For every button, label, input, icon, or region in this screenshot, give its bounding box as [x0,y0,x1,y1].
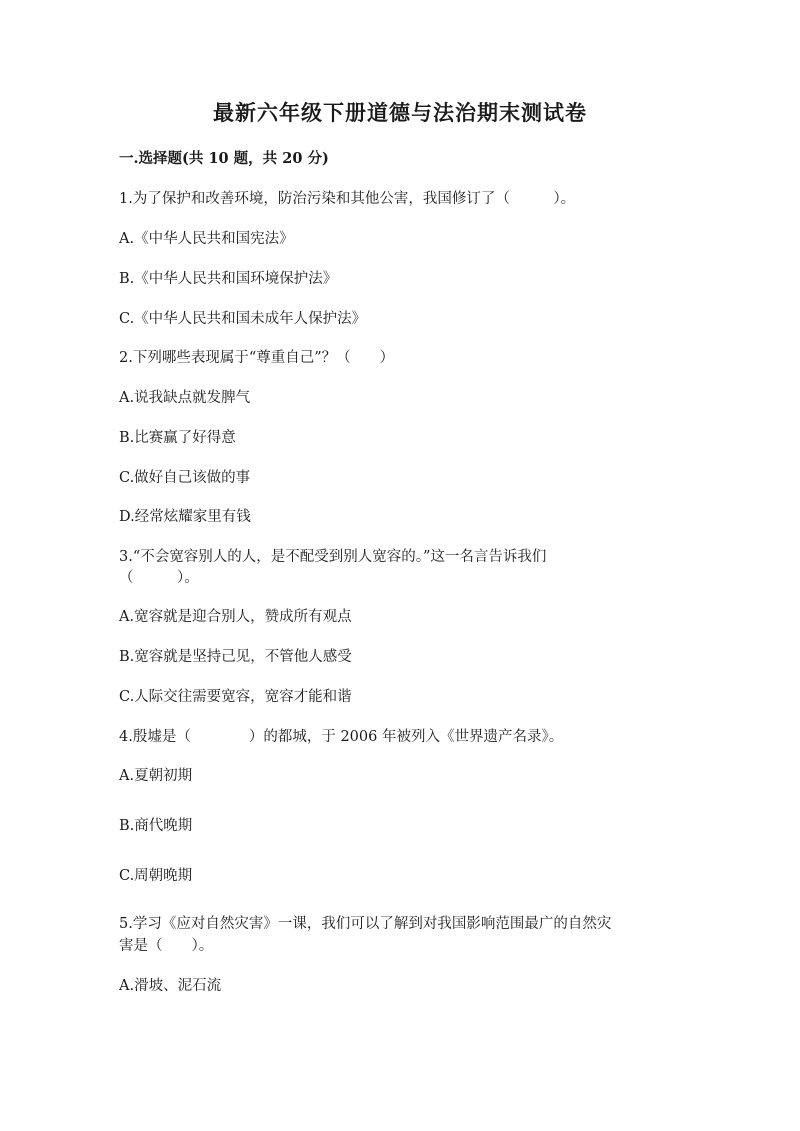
question-3-stem-line-1: 3.“不会宽容别人的人，是不配受到别人宽容的。”这一名言告诉我们 [119,549,547,565]
question-3-option-b: B.宽容就是坚持己见，不管他人感受 [119,649,352,665]
question-2-option-c: C.做好自己该做的事 [119,470,251,486]
question-5-stem-line-2: 害是（ ）。 [119,938,214,954]
question-1-stem: 1.为了保护和改善环境，防治污染和其他公害，我国修订了（ ）。 [119,191,576,207]
section-heading: 一.选择题(共 10 题，共 20 分) [119,150,329,167]
question-3-option-a: A.宽容就是迎合别人，赞成所有观点 [119,609,352,625]
question-2-option-b: B.比赛赢了好得意 [119,430,236,446]
question-4-stem: 4.殷墟是（ ）的都城，于 2006 年被列入《世界遗产名录》。 [119,729,564,745]
question-2-option-d: D.经常炫耀家里有钱 [119,509,251,525]
question-1-option-c: C.《中华人民共和国未成年人保护法》 [119,311,367,327]
question-2-stem: 2.下列哪些表现属于“尊重自己”？（ ） [119,350,395,366]
question-4-option-c: C.周朝晚期 [119,868,193,884]
question-3-stem-line-2: （ ）。 [119,570,199,586]
question-2-option-a: A.说我缺点就发脾气 [119,390,251,406]
question-1-option-a: A.《中华人民共和国宪法》 [119,231,294,247]
question-4-option-b: B.商代晚期 [119,818,193,834]
page-title: 最新六年级下册道德与法治期末测试卷 [213,100,587,125]
question-3-option-c: C.人际交往需要宽容，宽容才能和谐 [119,689,352,705]
question-5-option-a: A.滑坡、泥石流 [119,978,222,994]
question-5-stem-line-1: 5.学习《应对自然灾害》一课，我们可以了解到对我国影响范围最广的自然灾 [119,916,612,932]
question-1-option-b: B.《中华人民共和国环境保护法》 [119,271,338,287]
question-4-option-a: A.夏朝初期 [119,768,193,784]
